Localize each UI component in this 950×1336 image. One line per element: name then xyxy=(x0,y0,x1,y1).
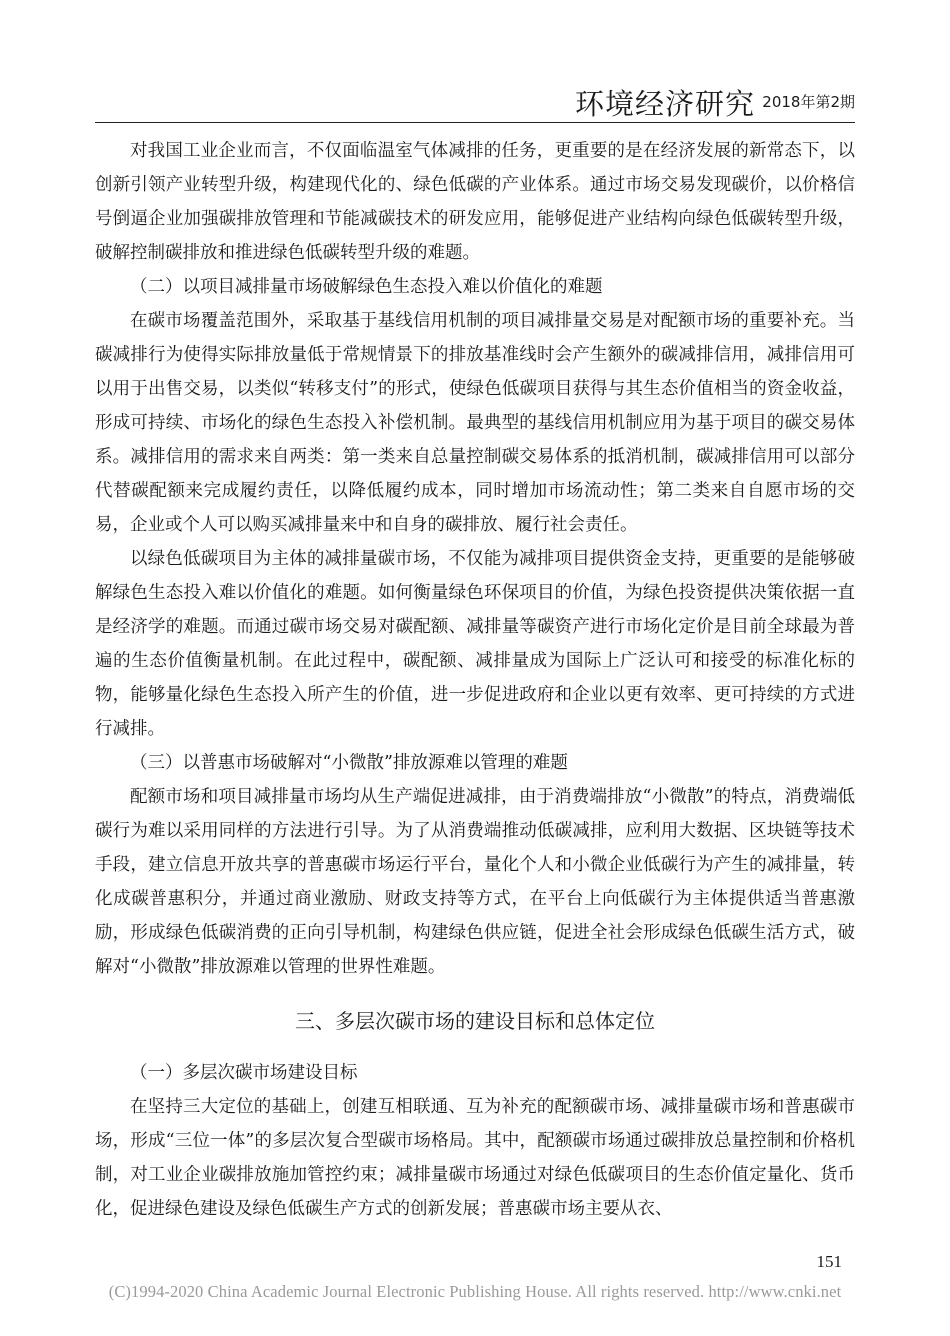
copyright-footer: (C)1994-2020 China Academic Journal Electronic Publishing House. All rights reserved. http://www.cnki.net xyxy=(108,1282,842,1301)
paragraph: 配额市场和项目减排量市场均从生产端促进减排，由于消费端排放“小微散”的特点，消费端低碳行为难以采用同样的方法进行引导。为了从消费端推动低碳减排，应利用大数据、区块链等技术手段，建立信息开放共享的普惠碳市场运行平台，量化个人和小微企业低碳行为产生的减排量，转化成碳普惠积分，并通过商业激励、财政支持等方式，在平台上向低碳行为主体提供适当普惠激励，形成绿色低碳消费的正向引导机制，构建绿色供应链，促进全社会形成绿色低碳生活方式，破解对“小微散”排放源难以管理的世界性难题。 xyxy=(95,787,855,977)
paragraph: 以绿色低碳项目为主体的减排量碳市场，不仅能为减排项目提供资金支持，更重要的是能够破解绿色生态投入难以价值化的难题。如何衡量绿色环保项目的价值，为绿色投资提供决策依据一直是经济学的难题。而通过碳市场交易对碳配额、减排量等碳资产进行市场化定价是目前全球最为普遍的生态价值衡量机制。在此过程中，碳配额、减排量成为国际上广泛认可和接受的标准化标的物，能够量化绿色生态投入所产生的价值，进一步促进政府和企业以更有效率、更可持续的方式进行减排。 xyxy=(95,549,855,739)
section-heading: 三、多层次碳市场的建设目标和总体定位 xyxy=(295,1009,655,1033)
paragraph: 对我国工业企业而言，不仅面临温室气体减排的任务，更重要的是在经济发展的新常态下，以创新引领产业转型升级，构建现代化的、绿色低碳的产业体系。通过市场交易发现碳价，以价格信号倒逼企业加强碳排放管理和节能减碳技术的研发应用，能够促进产业结构向绿色低碳转型升级，破解控制碳排放和推进绿色低碳转型升级的难题。 xyxy=(95,141,855,263)
subsection-heading: （二）以项目减排量市场破解绿色生态投入难以价值化的难题 xyxy=(130,277,603,297)
article-body xyxy=(95,134,855,1226)
subsection-heading: （三）以普惠市场破解对“小微散”排放源难以管理的难题 xyxy=(130,753,568,773)
paragraph: 在坚持三大定位的基础上，创建互相联通、互为补充的配额碳市场、减排量碳市场和普惠碳市场，形成“三位一体”的多层次复合型碳市场格局。其中，配额碳市场通过碳排放总量控制和价格机制，对工业企业碳排放施加管控约束；减排量碳市场通过对绿色低碳项目的生态价值定量化、货币化，促进绿色建设及绿色低碳生产方式的创新发展；普惠碳市场主要从衣、 xyxy=(95,1097,855,1219)
subsection-heading: （一）多层次碳市场建设目标 xyxy=(130,1063,358,1083)
running-header xyxy=(95,82,855,123)
paragraph: 在碳市场覆盖范围外，采取基于基线信用机制的项目减排量交易是对配额市场的重要补充。当碳减排行为使得实际排放量低于常规情景下的排放基准线时会产生额外的碳减排信用，减排信用可以用于出售交易，以类似“转移支付”的形式，使绿色低碳项目获得与其生态价值相当的资金收益，形成可持续、市场化的绿色生态投入补偿机制。最典型的基线信用机制应用为基于项目的碳交易体系。减排信用的需求来自两类：第一类来自总量控制碳交易体系的抵消机制，碳减排信用可以部分代替碳配额来完成履约责任，以降低履约成本，同时增加市场流动性；第二类来自自愿市场的交易，企业或个人可以购买减排量来中和自身的碳排放、履行社会责任。 xyxy=(95,311,855,535)
page-number: 151 xyxy=(816,1252,842,1271)
journal-issue: 2018年第2期 xyxy=(762,93,855,111)
journal-title: 环境经济研究 xyxy=(574,87,755,121)
